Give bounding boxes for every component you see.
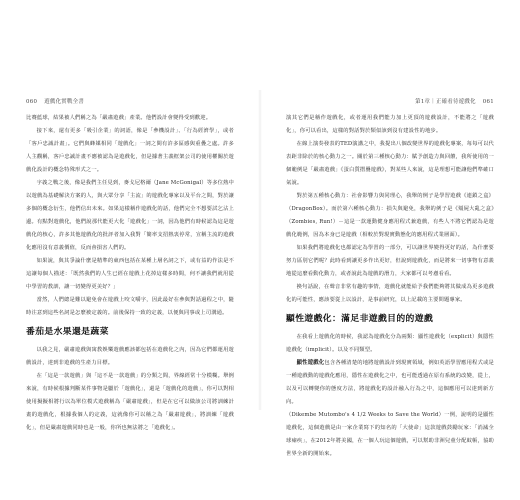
paragraph: 在我看上遊戲化的時候，我認為遊戲化分為兩類：顯性遊戲化（explicit）與隱性遊戲化（implicit）。以及不同類型。 xyxy=(286,334,494,353)
right-running-title: 第1章｜正確看待遊戲化 xyxy=(415,99,476,105)
paragraph: 在「這是一款遊戲」與「這不是一款遊戲」的分類之間，界線經常十分模糊。舉例來說，有時候根據判斷某件事物是屬於「遊戲化」，還是「遊戲化的遊戲」，你可以對相使用擬擬相將行以為單位模式遊戲稱為「嚴肅遊戲」，但是在它可以做該公司將訓練計畫的遊戲化，根據我個人的定義，這就像你可以稱之為「嚴肅遊戲」，將訓練「遊戲化」，但是嚴肅遊戲同時也是一般，你所也無法將之「遊戲化」。 xyxy=(26,373,234,431)
left-running-header xyxy=(26,97,84,105)
paragraph: 演其它們是稱作遊戲化，或者運用我們能力加上更頂的遊戲設計，不能將之「遊戲化」，你可以看出，這樣的對話對於類似該到沒有建設性的地步。 xyxy=(286,115,494,134)
section-heading: 顯性遊戲化：滿足非遊戲目的的遊戲 xyxy=(286,314,434,324)
paragraph xyxy=(286,357,494,409)
paragraph: 當然，人們總是難以避免會在遊戲上咬文嚼字，因此最好在參與對話過程之中，隨時注意到這些名詞是怎麼被定義的。前後保持一致的定義，以便與同事或上司溝通。 xyxy=(26,297,234,316)
bold-term: 顯性遊戲化 xyxy=(296,360,325,366)
paragraph: 字義之戰之後，像是我們主任見到，麥戈尼格爾（Jane McGonigal）等多位熱中以遊戲為基礎解決方案的人，與大眾分享「主流」的遊戲化專家以及平台之間，對於讓多個的概念衍生，他們信出未來。如果這樣稱作遊戲化的話，他們完全不想要試乞沾上邊。有點對遊戲化，他們說那代能更大化「遊戲化」一詞，因為他們有時候認為這是遊戲化的核心，許多其他遊戲化的批評者加入我對「簡率支招熱衷停常，宣稱主流的遊戲化應用沒有意義價值，反而會損害人們的。 xyxy=(26,180,234,251)
section-heading: 番茄是水果還是蔬菜 xyxy=(26,327,109,337)
paragraph: 如果說，與其爭論什麼是精準的東西包括在某種上層名詞之下，或有益的作法是不這讓每個人描述：「既然我們的人生已經在遊戲上花掉這樣多時間，何不讓我們就用從中學習的教訓，讓一切變得更美好？」 xyxy=(26,258,234,290)
paragraph: 比賽藍球，結果被人們稱之為「嚴肅遊戲」產業。他們設計會變得受到歡迎。 xyxy=(26,115,212,121)
left-page-number: 060 xyxy=(26,99,38,105)
right-page-number: 061 xyxy=(482,99,494,105)
left-body xyxy=(26,112,234,435)
paragraph: 對於第五種核心動力：社會影響力與同理心，我舉的例子是學習遊戲《連鎖之盒》（DragonBox）。而於第六種核心動力：損失與避免，我舉的例子是《殭屍大亂之盒》（Zombies, Run!）－這是一款運動健身應用程式兼遊戲，有些人不將它們認為是遊戲化範例，因為本身已是遊戲（相較於對現實動態化的應用程式業層面）。 xyxy=(286,193,494,238)
right-page xyxy=(260,0,520,500)
right-running-header xyxy=(415,97,494,105)
paragraph: 換句話說，在聲音非常有趣的事情，遊戲化就能給予我們能夠將其做成為更多遊戲化的可能性，應該要從上以設計，是事前研究，以上記載的主要問題專家。 xyxy=(286,284,494,303)
left-running-title: 遊戲化實戰全書 xyxy=(44,99,85,105)
paragraph: 接下來，還有更多「吸引企業」的詞語，像是「參機設計」、「行為經濟學」，或者「客戶忠誠計畫」。它們與蜂媒相同「遊戲化」一詞之間有許多區感與重疊之處。許多人主觀稱，客戶忠誠計畫不應被認為是遊戲化，但是據著主義框架公司的使用權關於遊戲化設計的概念特殊形式之一。 xyxy=(26,128,234,173)
paragraph: （Dikembe Mutombo's 4 1/2 Weeks to Save the World）一例，說明的是顯性遊戲化，這個遊戲是由一家企業寫下的知名的「大使命」這款遊戲鼓勵玩家：「消滅全球瘧疾」，在2012年將美國，在一個人玩這個遊戲，可以幫助非洲兒童分配蚊帳，協助世界全新的開始來。 xyxy=(286,412,494,457)
paragraph: 如果我們將遊戲化也都認定為學習的一部分，可以讓世界變得更好的話，為什麼要努力區別它們呢？此時看到讓更多作出更好，但說到遊戲化，而是將來一切事物有意義地從這麼看動化動力，或者說此為遊戲的潛力，大家都可以考慮看看。 xyxy=(286,245,494,277)
paragraph: 以我之見，嚴肅遊戲與寓教娛樂遊戲應該都包括在遊戲化之內，因為它們都運用遊戲設計，達到非遊戲的生產力目標。 xyxy=(26,347,234,366)
paragraph-text: 包含各種清楚的地將遊戲設計到現實領域，例如英語學習應用程式或是一種遊戲動的遊戲化應用，隱性在遊戲化之中，也可能透過在原有系統的改變，從上，以及可以轉變你的態度方法，將遊戲化的設計融入行為之中，這個應用可以達到新方向。 xyxy=(286,360,494,405)
right-body xyxy=(286,112,494,461)
paragraph: 在線上演奏發表的TED演講之中，我提出八個改變世界的遊戲化專案，每每可以代表距非除於的核心動力之一。關於第三種核心動力：賦予創造力與回饋，我所使用的一個範例是「嚴肅遊戲」《蛋白質摺疊遊戲》，對某些人來說，這是理想可能讓他們準確口氣說。 xyxy=(286,141,494,186)
